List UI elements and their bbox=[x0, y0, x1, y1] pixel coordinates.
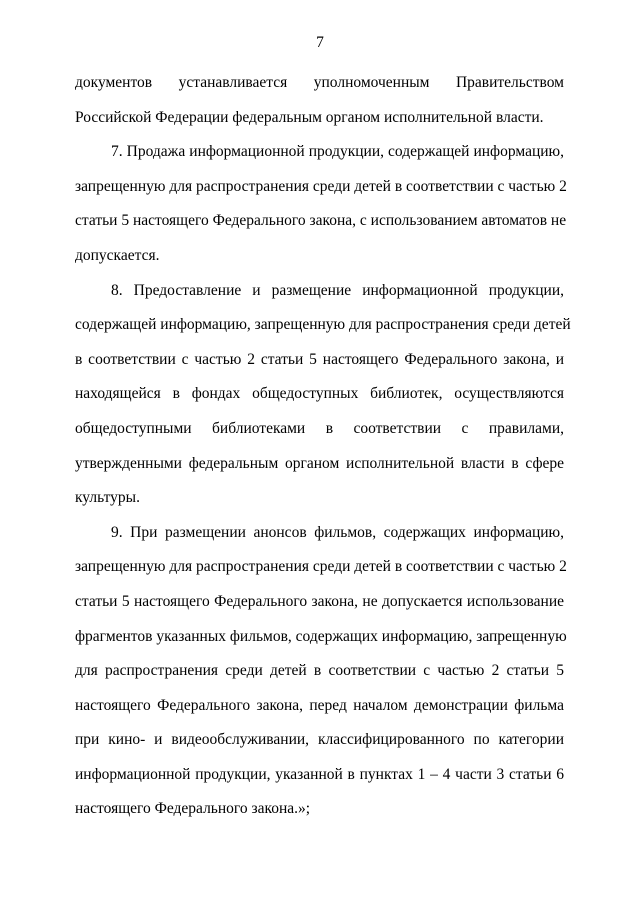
paragraph-clause-8 bbox=[75, 274, 571, 516]
paragraph-clause-9 bbox=[75, 516, 567, 827]
text-line: настоящего Федерального закона, перед началом демонстрации фильма bbox=[75, 696, 564, 714]
page-number: 7 bbox=[316, 34, 324, 51]
paragraph-clause-7 bbox=[75, 135, 567, 273]
text-line: фрагментов указанных фильмов, содержащих информацию, запрещенную bbox=[75, 627, 567, 645]
text-line: запрещенную для распространения среди детей в соответствии с частью 2 bbox=[75, 558, 567, 576]
text-line: в соответствии с частью 2 статьи 5 настоящего Федерального закона, и bbox=[75, 350, 564, 368]
text-line: информационной продукции, указанной в пунктах 1 – 4 части 3 статьи 6 bbox=[75, 765, 564, 783]
text-line: утвержденными федеральным органом исполнительной власти в сфере bbox=[75, 454, 564, 472]
text-line: 7. Продажа информационной продукции, содержащей информацию, bbox=[111, 143, 564, 161]
text-line: находящейся в фондах общедоступных библиотек, осуществляются bbox=[75, 385, 564, 403]
text-line: статьи 5 настоящего Федерального закона, с использованием автоматов не bbox=[75, 212, 567, 230]
text-line: при кино- и видеообслуживании, классифицированного по категории bbox=[75, 731, 564, 749]
text-line: настоящего Федерального закона.»; bbox=[75, 800, 311, 818]
text-line: 8. Предоставление и размещение информационной продукции, bbox=[111, 281, 564, 299]
text-line: допускается. bbox=[75, 246, 160, 264]
text-line: Российской Федерации федеральным органом исполнительной власти. bbox=[75, 108, 544, 126]
text-line: документов устанавливается уполномоченным Правительством bbox=[75, 74, 564, 91]
text-line: для распространения среди детей в соответствии с частью 2 статьи 5 bbox=[75, 662, 564, 680]
paragraph-continuation bbox=[75, 66, 564, 135]
text-line: статьи 5 настоящего Федерального закона, не допускается использование bbox=[75, 592, 564, 610]
text-line: общедоступными библиотеками в соответствии с правилами, bbox=[75, 419, 564, 437]
document-body bbox=[75, 66, 571, 827]
text-line: культуры. bbox=[75, 489, 140, 507]
text-line: 9. При размещении анонсов фильмов, содержащих информацию, bbox=[111, 523, 564, 541]
text-line: содержащей информацию, запрещенную для распространения среди детей bbox=[75, 316, 571, 334]
text-line: запрещенную для распространения среди детей в соответствии с частью 2 bbox=[75, 177, 567, 195]
